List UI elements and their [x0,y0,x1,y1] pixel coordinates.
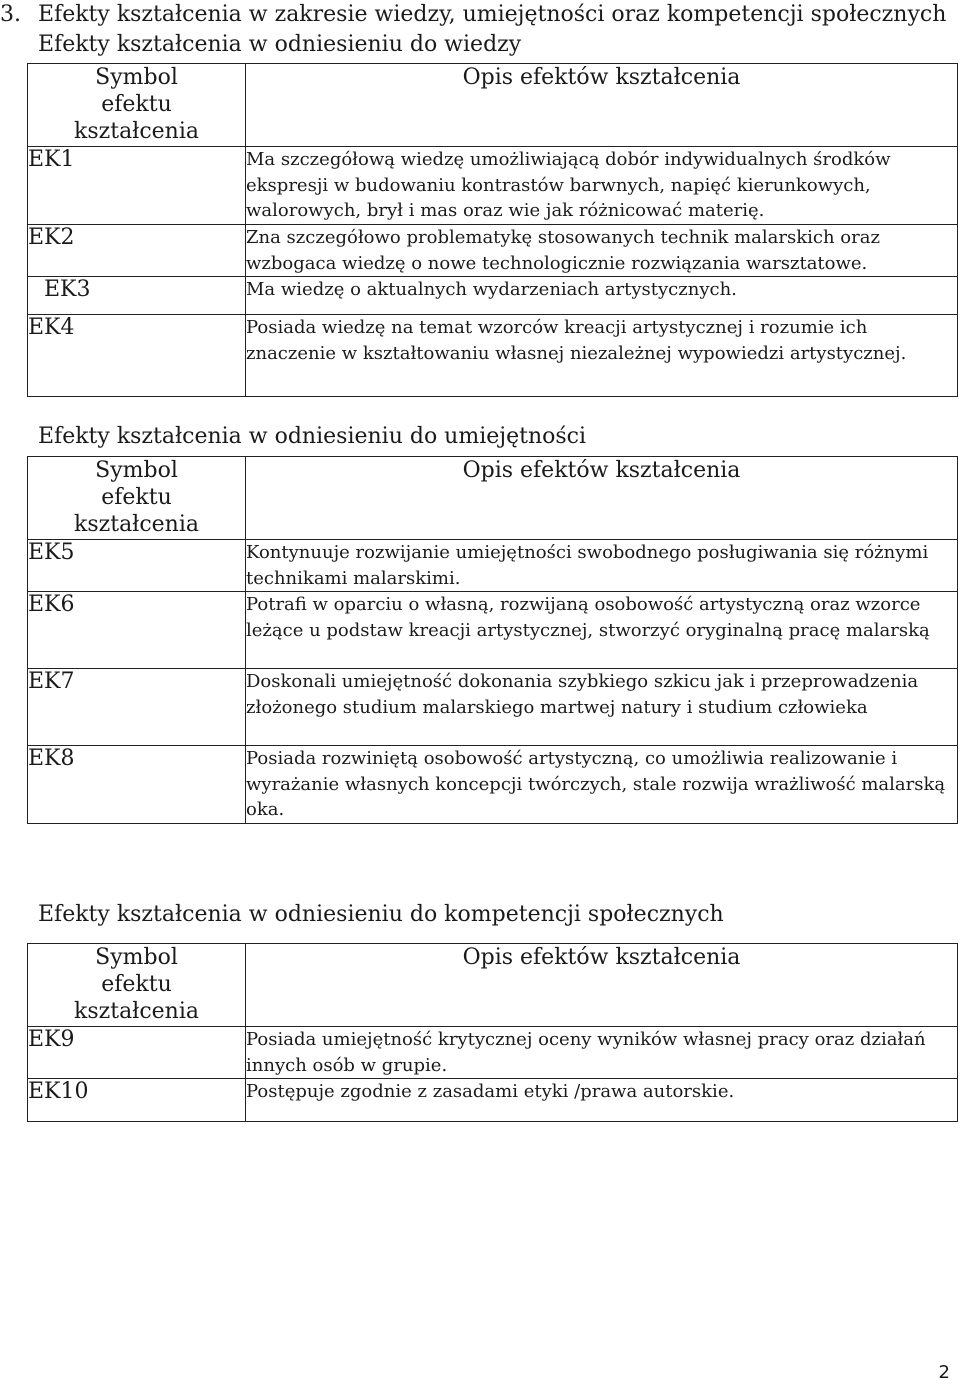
effect-description: Ma wiedzę o aktualnych wydarzeniach artystycznych. [246,277,958,315]
description-header: Opis efektów kształcenia [246,64,958,147]
competences-heading: Efekty kształcenia w odniesieniu do kompetencji społecznych [38,902,724,927]
symbol-header: Symbol efektu kształcenia [28,457,246,540]
table-row [28,225,958,277]
description-header: Opis efektów kształcenia [246,944,958,1027]
table-header-row [28,457,958,540]
effect-symbol: EK10 [28,1079,246,1122]
table-row [28,540,958,592]
effect-symbol: EK4 [28,315,246,397]
effect-description: Ma szczegółową wiedzę umożliwiającą dobór indywidualnych środków ekspresji w budowaniu kontrastów barwnych, napięć kierunkowych, walorowych, brył i mas oraz wie jak różnicować materię. [246,147,958,225]
section-number: 3. [0,2,21,27]
effect-symbol: EK8 [28,746,246,824]
effect-description: Posiada rozwiniętą osobowość artystyczną, co umożliwia realizowanie i wyrażanie własnych koncepcji twórczych, stale rozwija wrażliwość malarską oka. [246,746,958,824]
skills-table [27,456,958,824]
table-header-row [28,944,958,1027]
table-header-row [28,64,958,147]
knowledge-heading: Efekty kształcenia w odniesieniu do wiedzy [38,32,522,57]
page-number: 2 [938,1362,950,1383]
effect-description: Potrafi w oparciu o własną, rozwijaną osobowość artystyczną oraz wzorce leżące u podstaw kreacji artystycznej, stworzyć oryginalną pracę malarską [246,592,958,669]
table-row [28,592,958,669]
symbol-header: Symbol efektu kształcenia [28,944,246,1027]
knowledge-table [27,63,958,397]
effect-symbol: EK3 [28,277,246,315]
effect-description: Zna szczegółowo problematykę stosowanych technik malarskich oraz wzbogaca wiedzę o nowe technologicznie rozwiązania warsztatowe. [246,225,958,277]
competences-table [27,943,958,1122]
table-row [28,746,958,824]
section-heading [0,2,946,27]
table-row [28,669,958,746]
skills-heading: Efekty kształcenia w odniesieniu do umiejętności [38,424,587,449]
effect-symbol: EK7 [28,669,246,746]
section-title: Efekty kształcenia w zakresie wiedzy, umiejętności oraz kompetencji społecznych [38,2,947,27]
description-header: Opis efektów kształcenia [246,457,958,540]
table-row [28,315,958,397]
table-row [28,1027,958,1079]
effect-description: Kontynuuje rozwijanie umiejętności swobodnego posługiwania się różnymi technikami malarskimi. [246,540,958,592]
effect-symbol: EK2 [28,225,246,277]
effect-description: Doskonali umiejętność dokonania szybkiego szkicu jak i przeprowadzenia złożonego studium malarskiego martwej natury i studium człowieka [246,669,958,746]
effect-symbol: EK5 [28,540,246,592]
table-row [28,147,958,225]
effect-symbol: EK6 [28,592,246,669]
effect-symbol: EK9 [28,1027,246,1079]
table-row [28,277,958,315]
effect-description: Posiada wiedzę na temat wzorców kreacji artystycznej i rozumie ich znaczenie w kształtowaniu własnej niezależnej wypowiedzi artystycznej. [246,315,958,397]
effect-symbol: EK1 [28,147,246,225]
symbol-header: Symbol efektu kształcenia [28,64,246,147]
effect-description: Posiada umiejętność krytycznej oceny wyników własnej pracy oraz działań innych osób w grupie. [246,1027,958,1079]
effect-description: Postępuje zgodnie z zasadami etyki /prawa autorskie. [246,1079,958,1122]
table-row [28,1079,958,1122]
